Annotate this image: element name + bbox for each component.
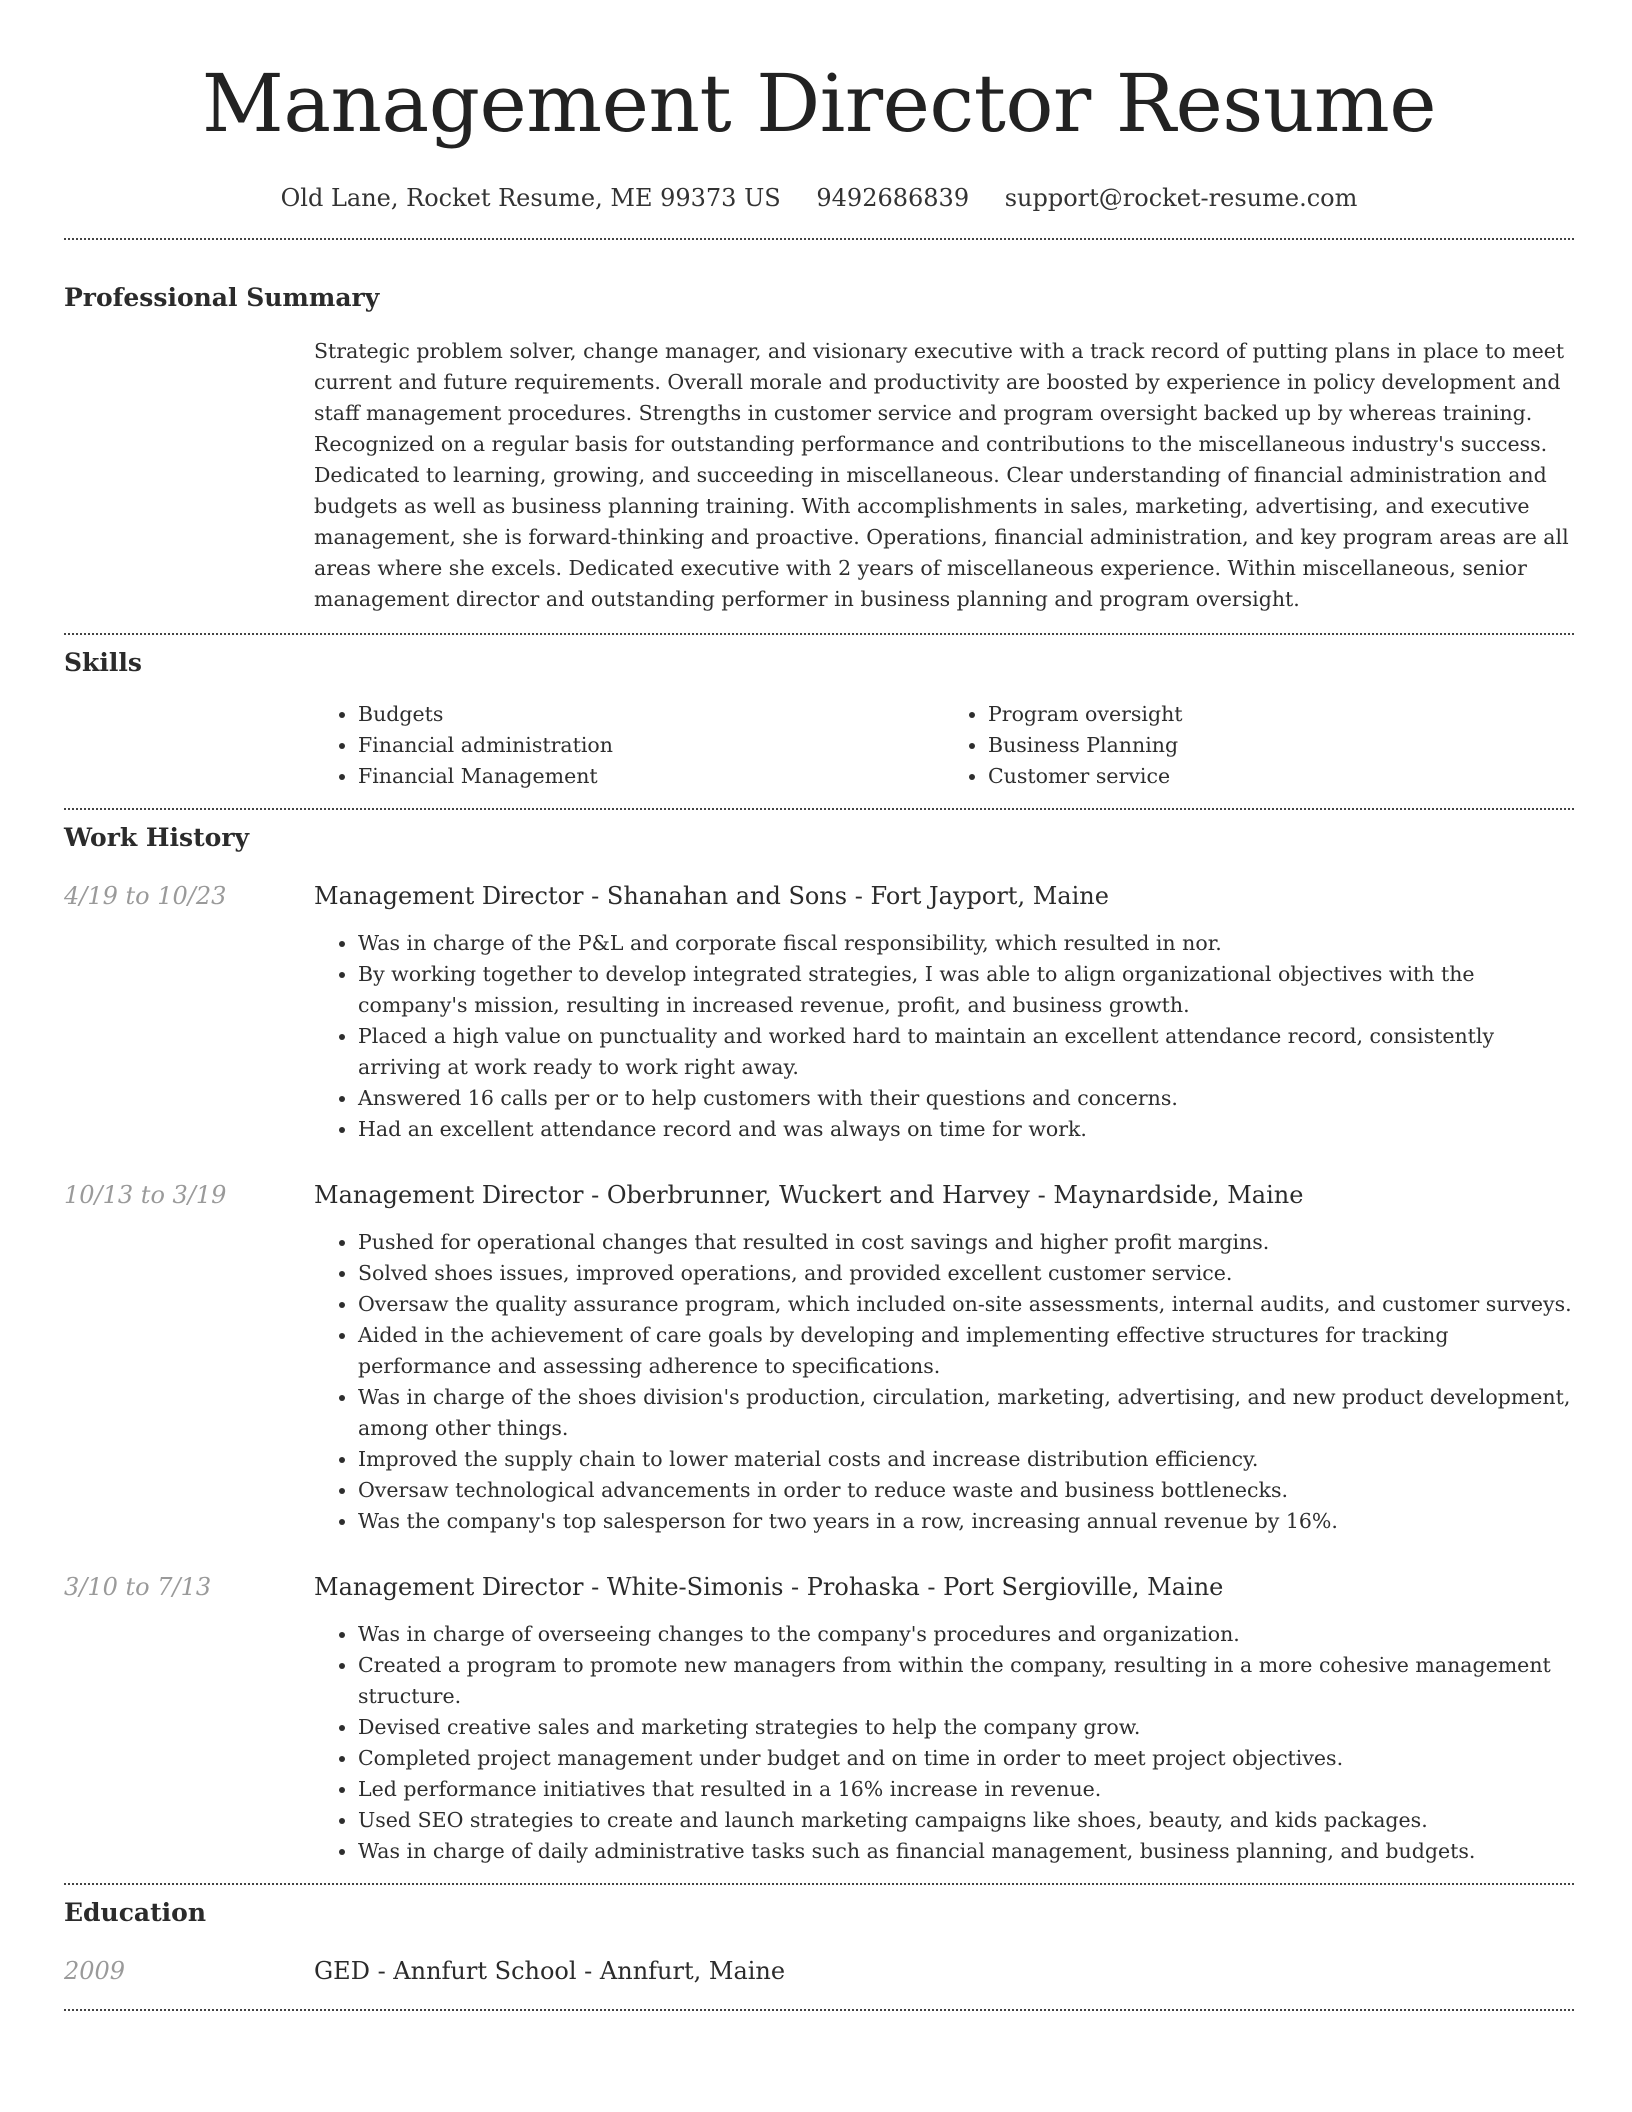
job-bullet: • Created a program to promote new managers from within the company, resulting in a more cohesive management structure. (358, 1650, 1574, 1712)
education-heading: Education (64, 1898, 207, 1927)
job-date: 3/10 to 7/13 (64, 1573, 212, 1601)
work-section (64, 822, 1574, 1867)
summary-heading: Professional Summary (64, 283, 380, 312)
skills-list-right (944, 699, 1574, 792)
job-entry (64, 1571, 1574, 1867)
job-bullet: • Solved shoes issues, improved operations, and provided excellent customer service. (358, 1258, 1574, 1289)
phone-text: 9492686839 (816, 184, 970, 212)
skill-item: • Financial Management (358, 761, 944, 792)
divider (64, 1883, 1574, 1885)
job-bullet: • Was in charge of daily administrative tasks such as financial management, business planning, and budgets. (358, 1836, 1574, 1867)
job-bullet: • Was in charge of the P&L and corporate fiscal responsibility, which resulted in nor. (358, 928, 1574, 959)
skill-item: • Budgets (358, 699, 944, 730)
job-bullet: • Devised creative sales and marketing strategies to help the company grow. (358, 1712, 1574, 1743)
skills-heading: Skills (64, 648, 142, 677)
education-heading-line: GED - Annfurt School - Annfurt, Maine (314, 1957, 786, 1985)
job-heading: Management Director - Shanahan and Sons - Fort Jayport, Maine (314, 882, 1109, 910)
job-bullets (314, 1619, 1574, 1867)
job-heading: Management Director - White-Simonis - Prohaska - Port Sergioville, Maine (314, 1573, 1224, 1601)
resume-title: Management Director Resume (201, 57, 1437, 150)
job-bullet: • Used SEO strategies to create and launch marketing campaigns like shoes, beauty, and kids packages. (358, 1805, 1574, 1836)
skills-section (64, 647, 1574, 792)
job-bullet: • Pushed for operational changes that resulted in cost savings and higher profit margins. (358, 1227, 1574, 1258)
job-bullet: • Oversaw the quality assurance program, which included on-site assessments, internal audits, and customer surveys. (358, 1289, 1574, 1320)
education-entry (64, 1955, 1574, 1987)
job-bullet: • By working together to develop integrated strategies, I was able to align organizational objectives with the company's mission, resulting in increased revenue, profit, and business growth. (358, 959, 1574, 1021)
job-bullet: • Completed project management under budget and on time in order to meet project objectives. (358, 1743, 1574, 1774)
contact-line (64, 182, 1574, 214)
divider (64, 238, 1574, 240)
skills-list-left (314, 699, 944, 792)
job-bullet: • Placed a high value on punctuality and worked hard to maintain an excellent attendance record, consistently arriving at work ready to work right away. (358, 1021, 1574, 1083)
job-entry (64, 880, 1574, 1145)
job-bullet: • Was in charge of overseeing changes to the company's procedures and organization. (358, 1619, 1574, 1650)
job-entry (64, 1179, 1574, 1537)
address-text: Old Lane, Rocket Resume, ME 99373 US (280, 184, 781, 212)
job-bullet: • Improved the supply chain to lower material costs and increase distribution efficiency. (358, 1444, 1574, 1475)
skill-item: • Program oversight (988, 699, 1574, 730)
job-heading: Management Director - Oberbrunner, Wuckert and Harvey - Maynardside, Maine (314, 1181, 1304, 1209)
skill-item: • Financial administration (358, 730, 944, 761)
resume-page (64, 0, 1574, 2011)
divider (64, 2009, 1574, 2011)
job-bullet: • Aided in the achievement of care goals by developing and implementing effective structures for tracking performance and assessing adherence to specifications. (358, 1320, 1574, 1382)
job-bullet: • Had an excellent attendance record and was always on time for work. (358, 1114, 1574, 1145)
email-text: support@rocket-resume.com (1004, 184, 1358, 212)
job-date: 4/19 to 10/23 (64, 882, 227, 910)
job-bullet: • Was the company's top salesperson for two years in a row, increasing annual revenue by 16%. (358, 1506, 1574, 1537)
job-bullet: • Answered 16 calls per or to help customers with their questions and concerns. (358, 1083, 1574, 1114)
work-heading: Work History (64, 823, 250, 852)
skill-item: • Business Planning (988, 730, 1574, 761)
job-bullet: • Was in charge of the shoes division's production, circulation, marketing, advertising, and new product development, among other things. (358, 1382, 1574, 1444)
job-bullets (314, 1227, 1574, 1537)
summary-section (64, 282, 1574, 615)
divider (64, 633, 1574, 635)
education-date: 2009 (64, 1957, 126, 1985)
skills-grid (314, 699, 1574, 792)
job-bullets (314, 928, 1574, 1145)
summary-text: Strategic problem solver, change manager, and visionary executive with a track record of putting plans in place to meet current and future requirements. Overall morale and productivity are boosted by experience in policy development and staff management procedures. Strengths in customer service and program oversight backed up by whereas training. Recognized on a regular basis for outstanding performance and contributions to the miscellaneous industry's success. Dedicated to learning, growing, and succeeding in miscellaneous. Clear understanding of financial administration and budgets as well as business planning training. With accomplishments in sales, marketing, advertising, and executive management, she is forward-thinking and proactive. Operations, financial administration, and key program areas are all areas where she excels. Dedicated executive with 2 years of miscellaneous experience. Within miscellaneous, senior management director and outstanding performer in business planning and program oversight. (314, 339, 1569, 611)
skill-item: • Customer service (988, 761, 1574, 792)
job-bullet: • Led performance initiatives that resulted in a 16% increase in revenue. (358, 1774, 1574, 1805)
divider (64, 808, 1574, 810)
job-date: 10/13 to 3/19 (64, 1181, 227, 1209)
job-bullet: • Oversaw technological advancements in order to reduce waste and business bottlenecks. (358, 1475, 1574, 1506)
education-section (64, 1897, 1574, 1987)
